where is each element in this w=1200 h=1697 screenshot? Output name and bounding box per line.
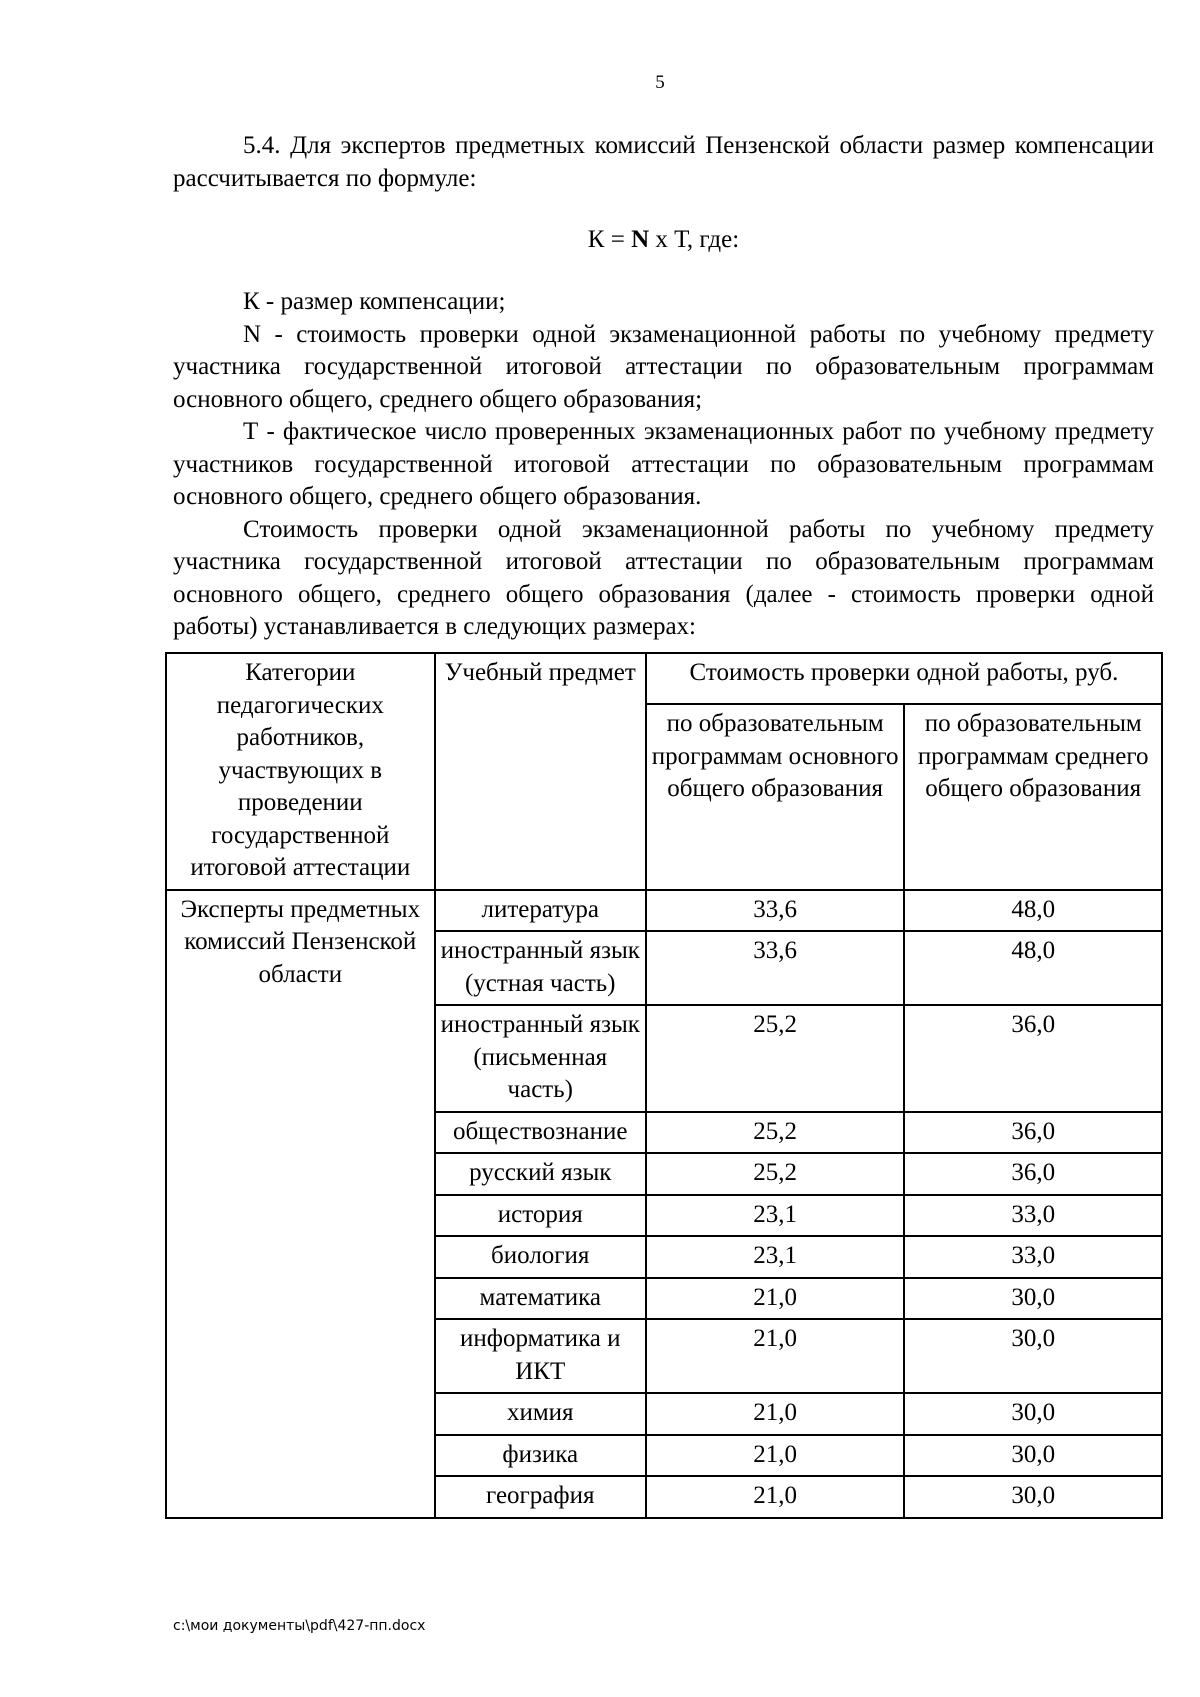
header-basic: по образовательным программам основного общего образования <box>646 704 905 889</box>
formula <box>173 224 1154 257</box>
definition-k: К - размер компенсации; <box>243 288 506 315</box>
secondary-cost-cell: 30,0 <box>904 1435 1162 1477</box>
header-cost: Стоимость проверки одной работы, руб. <box>646 653 1162 704</box>
intro-paragraph <box>173 130 1154 195</box>
formula-k: К = <box>587 226 632 253</box>
formula-rest: х Т, где: <box>649 226 740 253</box>
table-header-row <box>166 653 1162 704</box>
basic-cost-cell: 21,0 <box>646 1476 905 1518</box>
secondary-cost-cell: 36,0 <box>904 1005 1162 1112</box>
header-secondary: по образовательным программам среднего общего образования <box>904 704 1162 889</box>
subject-cell: физика <box>435 1435 646 1477</box>
footer-file-path: c:\мои документы\pdf\427-пп.docx <box>173 1618 426 1634</box>
page-number: 5 <box>655 72 665 93</box>
basic-cost-cell: 21,0 <box>646 1393 905 1435</box>
secondary-cost-cell: 48,0 <box>904 931 1162 1005</box>
basic-cost-cell: 21,0 <box>646 1319 905 1393</box>
definitions <box>173 286 1154 644</box>
basic-cost-cell: 21,0 <box>646 1278 905 1320</box>
basic-cost-cell: 23,1 <box>646 1195 905 1237</box>
secondary-cost-cell: 30,0 <box>904 1278 1162 1320</box>
basic-cost-cell: 25,2 <box>646 1005 905 1112</box>
secondary-cost-cell: 30,0 <box>904 1476 1162 1518</box>
table-row <box>166 890 1162 932</box>
header-category: Категории педагогических работников, участвующих в проведении государственной итоговой аттестации <box>166 653 435 890</box>
basic-cost-cell: 33,6 <box>646 890 905 932</box>
subject-cell: география <box>435 1476 646 1518</box>
basic-cost-cell: 23,1 <box>646 1236 905 1278</box>
secondary-cost-cell: 48,0 <box>904 890 1162 932</box>
secondary-cost-cell: 30,0 <box>904 1393 1162 1435</box>
subject-cell: биология <box>435 1236 646 1278</box>
basic-cost-cell: 25,2 <box>646 1112 905 1154</box>
formula-n: N <box>631 226 650 253</box>
subject-cell: история <box>435 1195 646 1237</box>
definition-t: Т - фактическое число проверенных экзаменационных работ по учебному предмету участников государственной итоговой аттестации по образовательным программам основного общего, среднего общего образования. <box>173 418 1154 510</box>
subject-cell: химия <box>435 1393 646 1435</box>
subject-cell: иностранный язык (письменная часть) <box>435 1005 646 1112</box>
subject-cell: математика <box>435 1278 646 1320</box>
category-cell: Эксперты предметных комиссий Пензенской области <box>166 890 435 1518</box>
secondary-cost-cell: 33,0 <box>904 1236 1162 1278</box>
basic-cost-cell: 33,6 <box>646 931 905 1005</box>
subject-cell: русский язык <box>435 1153 646 1195</box>
secondary-cost-cell: 36,0 <box>904 1112 1162 1154</box>
secondary-cost-cell: 33,0 <box>904 1195 1162 1237</box>
secondary-cost-cell: 30,0 <box>904 1319 1162 1393</box>
secondary-cost-cell: 36,0 <box>904 1153 1162 1195</box>
subject-cell: литература <box>435 890 646 932</box>
subject-cell: информатика и ИКТ <box>435 1319 646 1393</box>
basic-cost-cell: 25,2 <box>646 1153 905 1195</box>
subject-cell: иностранный язык (устная часть) <box>435 931 646 1005</box>
price-table <box>165 652 1163 1519</box>
basic-cost-cell: 21,0 <box>646 1435 905 1477</box>
subject-cell: обществознание <box>435 1112 646 1154</box>
intro-text: 5.4. Для экспертов предметных комиссий Пензенской области размер компенсации рассчитывается по формуле: <box>173 132 1154 192</box>
header-subject: Учебный предмет <box>435 653 646 890</box>
cost-paragraph: Стоимость проверки одной экзаменационной работы по учебному предмету участника государственной итоговой аттестации по образовательным программам основного общего, среднего общего образования (далее - стоимость проверки одной работы) устанавливается в следующих размерах: <box>173 515 1154 640</box>
definition-n: N - стоимость проверки одной экзаменационной работы по учебному предмету участника государственной итоговой аттестации по образовательным программам основного общего, среднего общего образования; <box>173 320 1154 413</box>
